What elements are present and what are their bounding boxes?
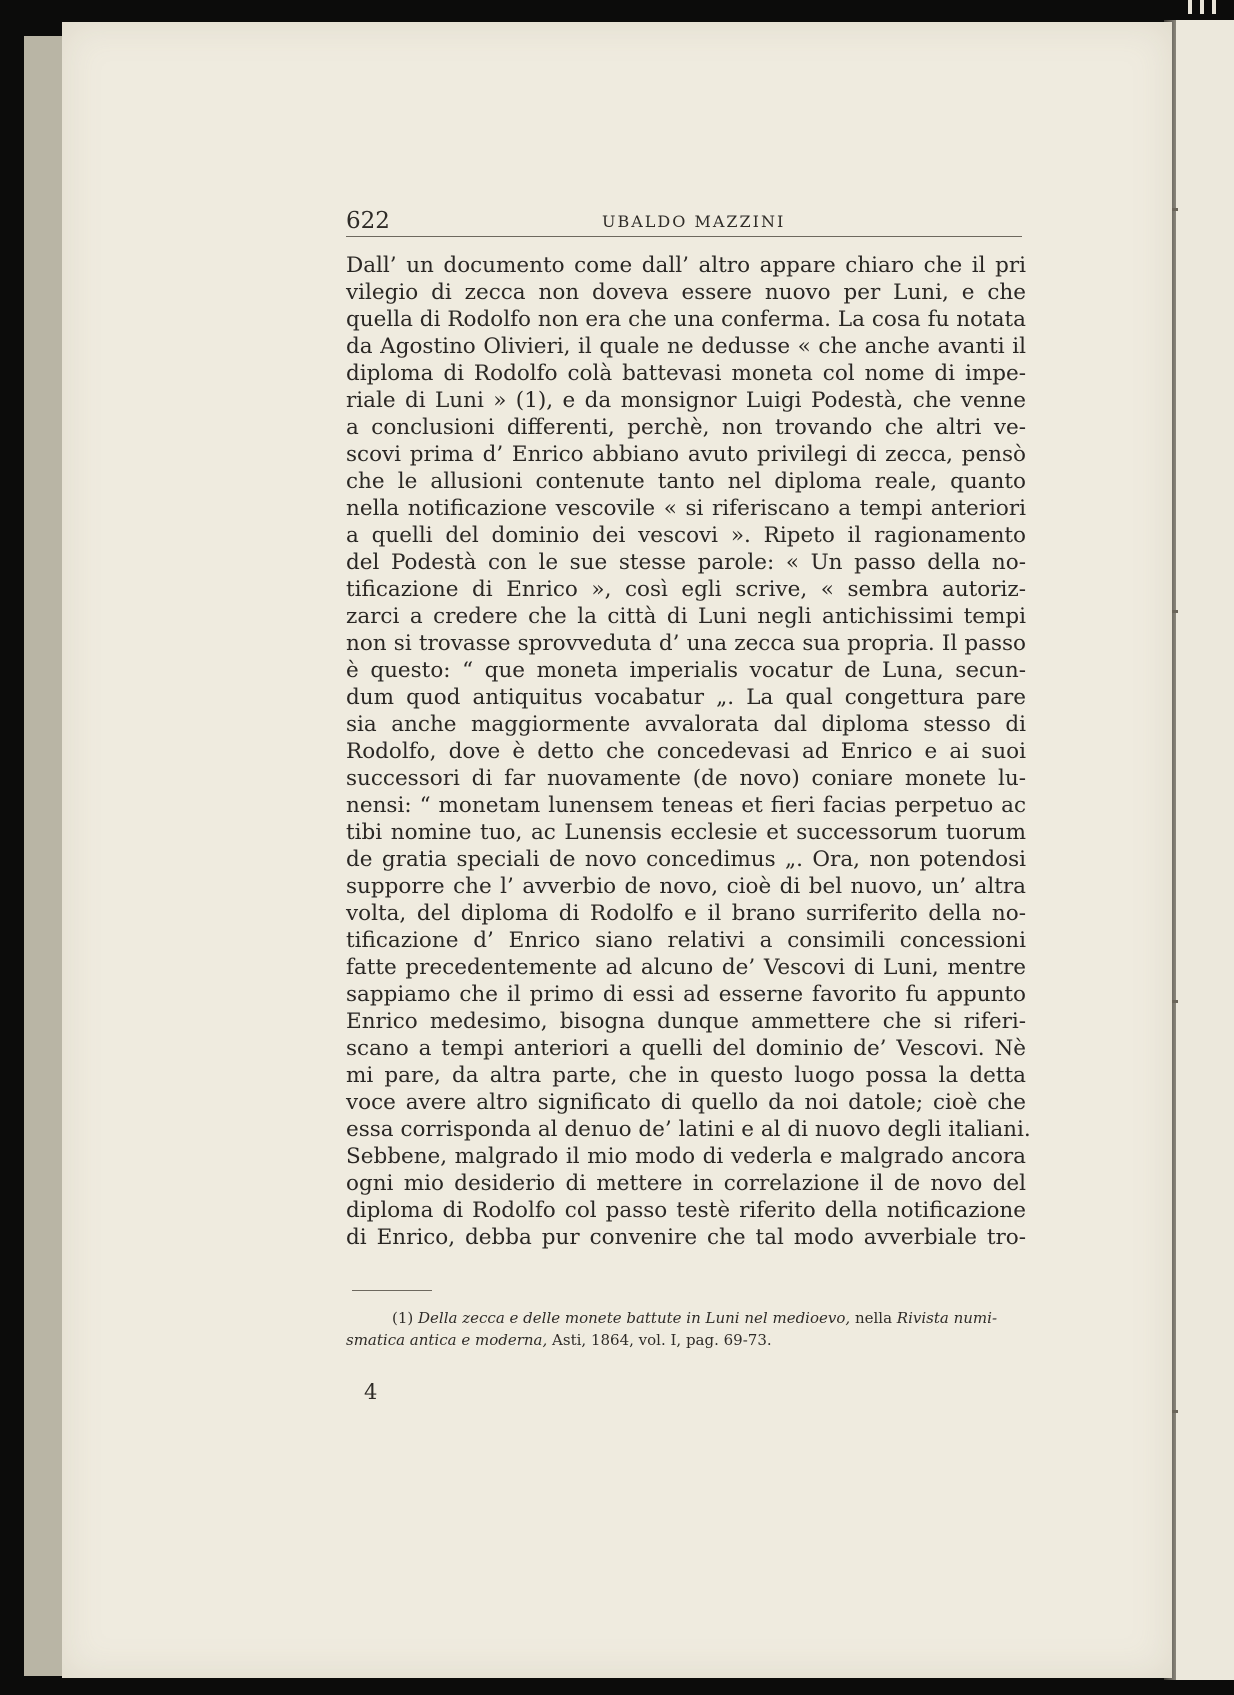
text-line: nella notificazione vescovile « si riferiscano a tempi anteriori — [346, 496, 1026, 521]
page-number: 622 — [346, 208, 390, 234]
text-line: non si trovasse sprovveduta d’ una zecca sua propria. Il passo — [346, 631, 1026, 656]
text-line: da Agostino Olivieri, il quale ne dedusse « che anche avanti il — [346, 334, 1026, 359]
footnote-journal-end: smatica antica e moderna, — [346, 1331, 548, 1349]
footnote-details: Asti, 1864, vol. I, pag. 69-73. — [552, 1331, 772, 1349]
text-line: a quelli del dominio dei vescovi ». Ripeto il ragionamento — [346, 523, 1026, 548]
footnote-journal-start: Rivista numi- — [896, 1309, 998, 1327]
text-line: ogni mio desiderio di mettere in correlazione il de novo del — [346, 1171, 1026, 1196]
text-line: sappiamo che il primo di essi ad esserne favorito fu appunto — [346, 982, 1026, 1007]
text-line: a conclusioni differenti, perchè, non trovando che altri ve- — [346, 415, 1026, 440]
scanner-frame-top — [0, 0, 1234, 22]
text-line: è questo: “ que moneta imperialis vocatur de Luna, secun- — [346, 658, 1026, 683]
text-line: essa corrisponda al denuo de’ latini e al di nuovo degli italiani. — [346, 1117, 1031, 1142]
text-line: zarci a credere che la città di Luni negli antichissimi tempi — [346, 604, 1026, 629]
text-line: sia anche maggiormente avvalorata dal diploma stesso di — [346, 712, 1026, 737]
ruler-tick — [1212, 0, 1216, 14]
text-line: diploma di Rodolfo col passo testè riferito della notificazione — [346, 1198, 1026, 1223]
text-line: Sebbene, malgrado il mio modo di vederla e malgrado ancora — [346, 1144, 1026, 1169]
footnote-line-1 — [346, 1308, 1026, 1328]
text-line: de gratia speciali de novo concedimus „. Ora, non potendosi — [346, 847, 1026, 872]
footnote-line-2 — [346, 1330, 1026, 1350]
text-line: dum quod antiquitus vocabatur „. La qual congettura pare — [346, 685, 1026, 710]
text-line: Dall’ un documento come dall’ altro appare chiaro che il pri — [346, 253, 1026, 278]
text-line: tificazione d’ Enrico siano relativi a consimili concessioni — [346, 928, 1026, 953]
text-line: voce avere altro significato di quello da noi datole; cioè che — [346, 1090, 1026, 1115]
ruler-tick — [1200, 0, 1204, 14]
ruler-tick — [1188, 0, 1192, 14]
text-line: Rodolfo, dove è detto che concedevasi ad Enrico e ai suoi — [346, 739, 1026, 764]
running-head — [346, 208, 1022, 237]
text-line: diploma di Rodolfo colà battevasi moneta col nome di impe- — [346, 361, 1026, 386]
footnote-rule — [352, 1290, 432, 1291]
signature-mark: 4 — [364, 1380, 378, 1404]
text-line: volta, del diploma di Rodolfo e il brano surriferito della no- — [346, 901, 1026, 926]
text-line: nensi: “ monetam lunensem teneas et fieri facias perpetuo ac — [346, 793, 1026, 818]
text-line: successori di far nuovamente (de novo) coniare monete lu- — [346, 766, 1026, 791]
text-line: del Podestà con le sue stesse parole: « Un passo della no- — [346, 550, 1026, 575]
text-line: riale di Luni » (1), e da monsignor Luigi Podestà, che venne — [346, 388, 1026, 413]
text-line: fatte precedentemente ad alcuno de’ Vescovi di Luni, mentre — [346, 955, 1026, 980]
text-line: supporre che l’ avverbio de novo, cioè di bel nuovo, un’ altra — [346, 874, 1026, 899]
text-line: di Enrico, debba pur convenire che tal modo avverbiale tro- — [346, 1225, 1026, 1250]
text-line: scano a tempi anteriori a quelli del dominio de’ Vescovi. Nè — [346, 1036, 1026, 1061]
text-line: Enrico medesimo, bisogna dunque ammettere che si riferi- — [346, 1009, 1026, 1034]
text-line: mi pare, da altra parte, che in questo luogo possa la detta — [346, 1063, 1026, 1088]
text-line: vilegio di zecca non doveva essere nuovo per Luni, e che — [346, 280, 1026, 305]
text-line: che le allusioni contenute tanto nel diploma reale, quanto — [346, 469, 1026, 494]
text-line: quella di Rodolfo non era che una conferma. La cosa fu notata — [346, 307, 1026, 332]
footnote-title: Della zecca e delle monete battute in Luni nel medioevo, — [418, 1309, 851, 1327]
footnote-marker: (1) — [392, 1309, 414, 1327]
running-head-author: UBALDO MAZZINI — [602, 212, 786, 231]
footnote-in: nella — [854, 1309, 893, 1327]
facing-page-edge — [1170, 20, 1234, 1680]
text-line: scovi prima d’ Enrico abbiano avuto privilegi di zecca, pensò — [346, 442, 1026, 467]
text-line: tificazione di Enrico », così egli scrive, « sembra autoriz- — [346, 577, 1026, 602]
text-line: tibi nomine tuo, ac Lunensis ecclesie et successorum tuorum — [346, 820, 1026, 845]
